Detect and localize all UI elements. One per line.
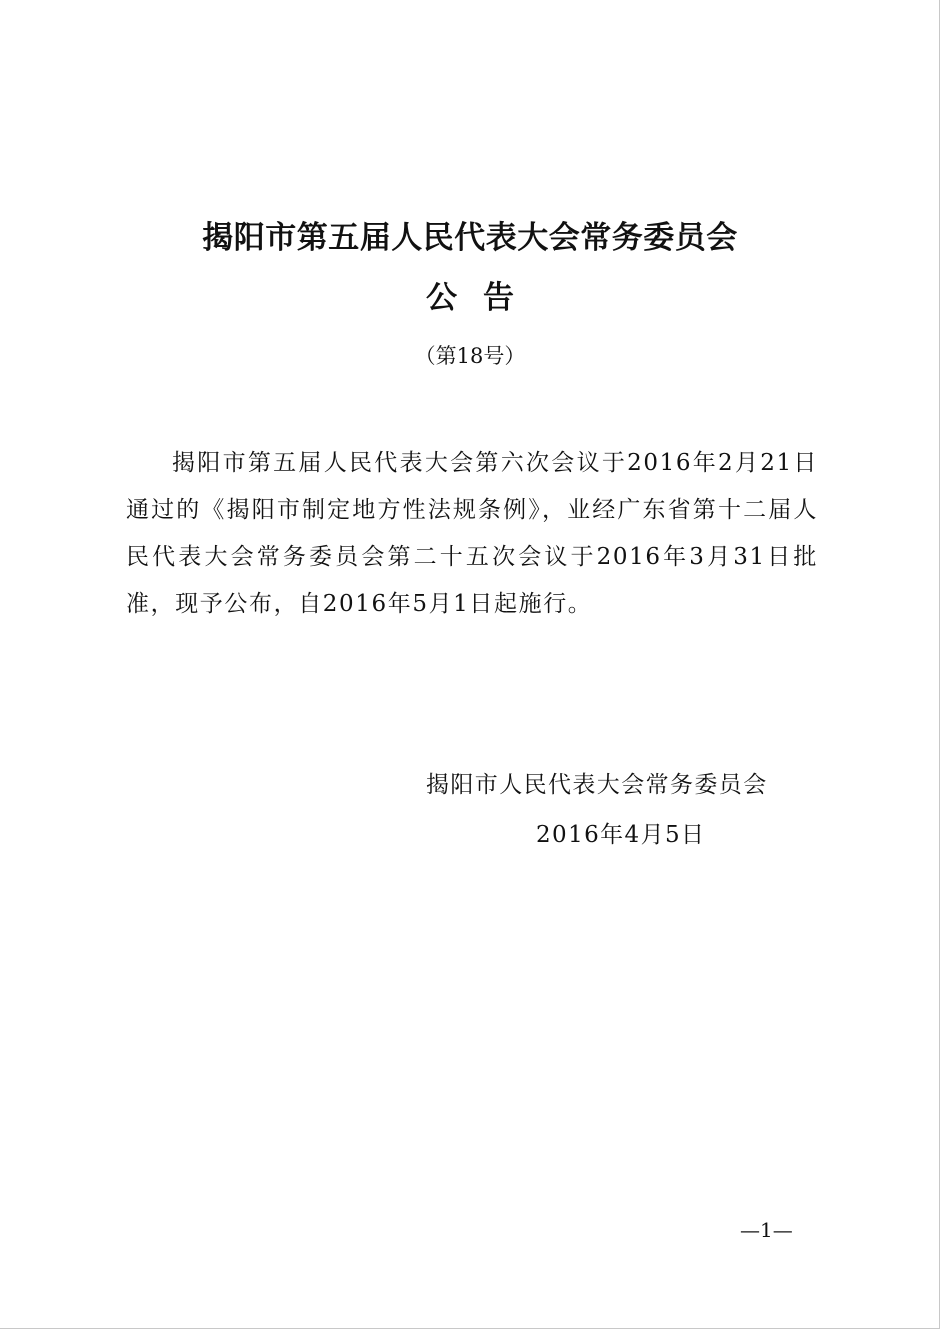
signature-organization: 揭阳市人民代表大会常务委员会 [426,772,768,798]
announcement-number: （第18号） [414,344,526,368]
page-number: —1— [740,1218,793,1242]
signature-date: 2016年4月5日 [536,822,706,848]
announcement-body: 揭阳市第五届人民代表大会第六次会议于2016年2月21日通过的《揭阳市制定地方性法规条例》，业经广东省第十二届人民代表大会常务委员会第二十五次会议于2016年3月31日批准，现予公布，自2016年5月1日起施行。 [126,450,818,617]
document-title: 揭阳市第五届人民代表大会常务委员会 [202,220,738,256]
document-subtitle: 公告 [426,280,540,316]
